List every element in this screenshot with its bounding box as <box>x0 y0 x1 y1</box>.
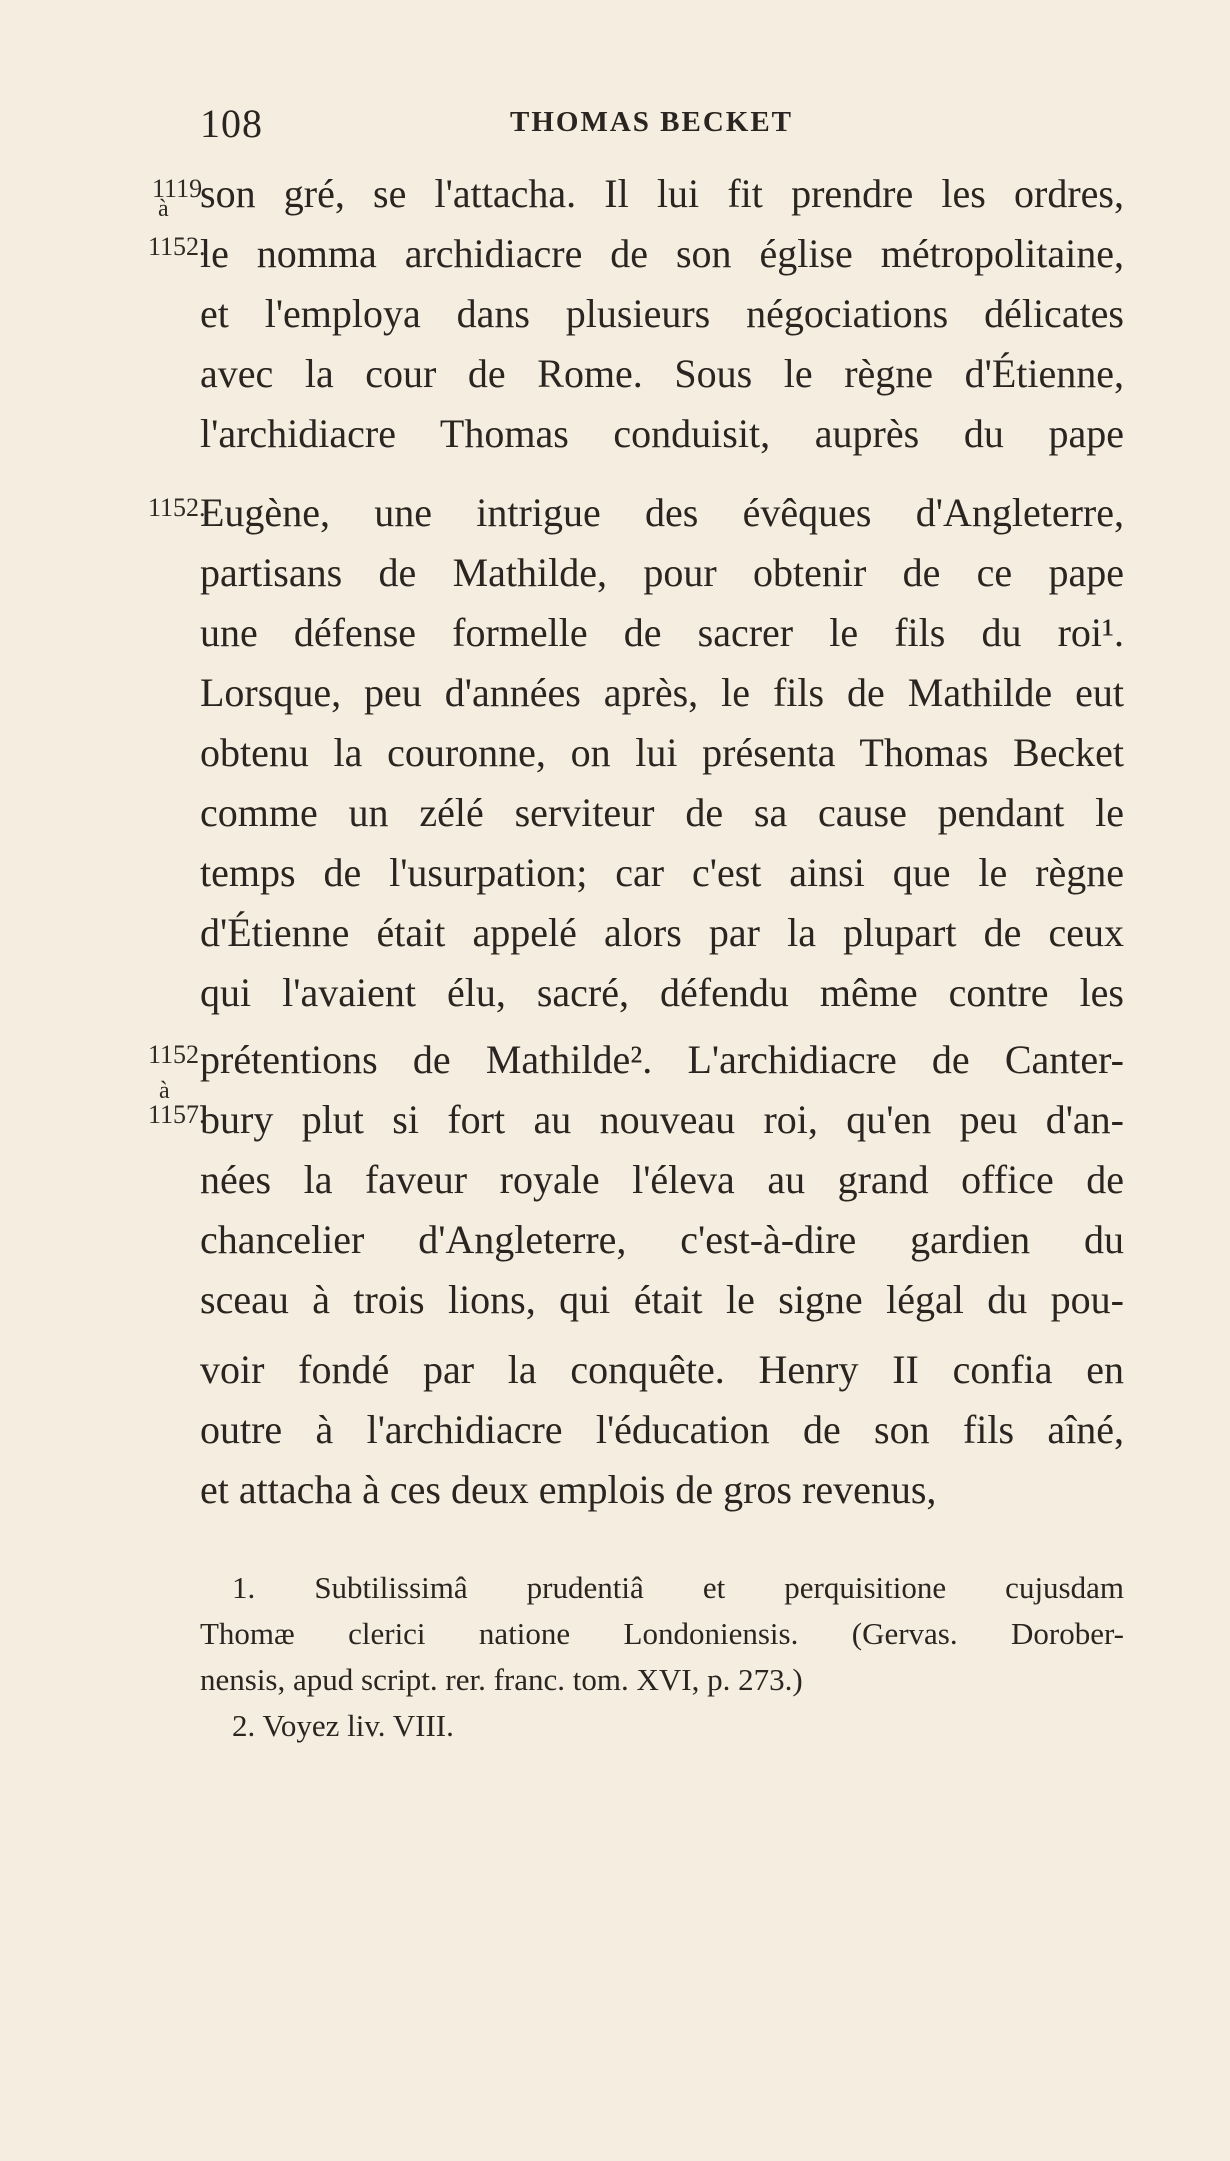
text-line: qui l'avaient élu, sacré, défendu même contre les <box>200 970 1124 1015</box>
margin-date: 1157. <box>148 1100 206 1129</box>
text-line: d'Étienne était appelé alors par la plupart de ceux <box>200 910 1124 955</box>
text-line: avec la cour de Rome. Sous le règne d'Étienne, <box>200 351 1124 396</box>
text-line: et attacha à ces deux emplois de gros revenus, <box>200 1467 937 1512</box>
text-line: bury plut si fort au nouveau roi, qu'en peu d'an- <box>200 1097 1124 1142</box>
text-line: outre à l'archidiacre l'éducation de son fils aîné, <box>200 1407 1124 1452</box>
text-line: le nomma archidiacre de son église métropolitaine, <box>200 231 1124 276</box>
text-line: temps de l'usurpation; car c'est ainsi que le règne <box>200 850 1124 895</box>
text-line: son gré, se l'attacha. Il lui fit prendre les ordres, <box>200 171 1124 216</box>
footnote-line: 1. Subtilissimâ prudentiâ et perquisitione cujusdam <box>232 1570 1124 1605</box>
text-line: prétentions de Mathilde². L'archidiacre de Canter- <box>200 1037 1124 1082</box>
running-head: THOMAS BECKET <box>510 106 794 138</box>
page-header <box>200 100 1120 146</box>
text-line: Eugène, une intrigue des évêques d'Angleterre, <box>200 490 1124 535</box>
footnote-line: 2. Voyez liv. VIII. <box>232 1708 454 1743</box>
text-line: obtenu la couronne, on lui présenta Thomas Becket <box>200 730 1124 775</box>
text-line: sceau à trois lions, qui était le signe légal du pou- <box>200 1277 1124 1322</box>
text-line: l'archidiacre Thomas conduisit, auprès du pape <box>200 411 1124 456</box>
text-line: Lorsque, peu d'années après, le fils de Mathilde eut <box>200 670 1124 715</box>
margin-date: 1152. <box>148 493 206 522</box>
text-line: voir fondé par la conquête. Henry II confia en <box>200 1347 1124 1392</box>
text-line: et l'employa dans plusieurs négociations délicates <box>200 291 1124 336</box>
margin-date: 1152. <box>148 232 206 261</box>
footnote-line: Thomæ clerici natione Londoniensis. (Gervas. Dorober- <box>200 1616 1124 1651</box>
page-number: 108 <box>200 101 263 146</box>
text-line: chancelier d'Angleterre, c'est-à-dire gardien du <box>200 1217 1124 1262</box>
margin-date: 1152 <box>148 1040 200 1069</box>
text-line: une défense formelle de sacrer le fils du roi¹. <box>200 610 1124 655</box>
text-line: partisans de Mathilde, pour obtenir de ce pape <box>200 550 1124 595</box>
margin-date: à <box>159 1078 170 1104</box>
text-line: nées la faveur royale l'éleva au grand office de <box>200 1157 1124 1202</box>
margin-date: à <box>158 196 169 222</box>
margin-date: 1119 <box>152 174 203 203</box>
text-line: comme un zélé serviteur de sa cause pendant le <box>200 790 1124 835</box>
footnote-line: nensis, apud script. rer. franc. tom. XVI, p. 273.) <box>200 1662 803 1697</box>
